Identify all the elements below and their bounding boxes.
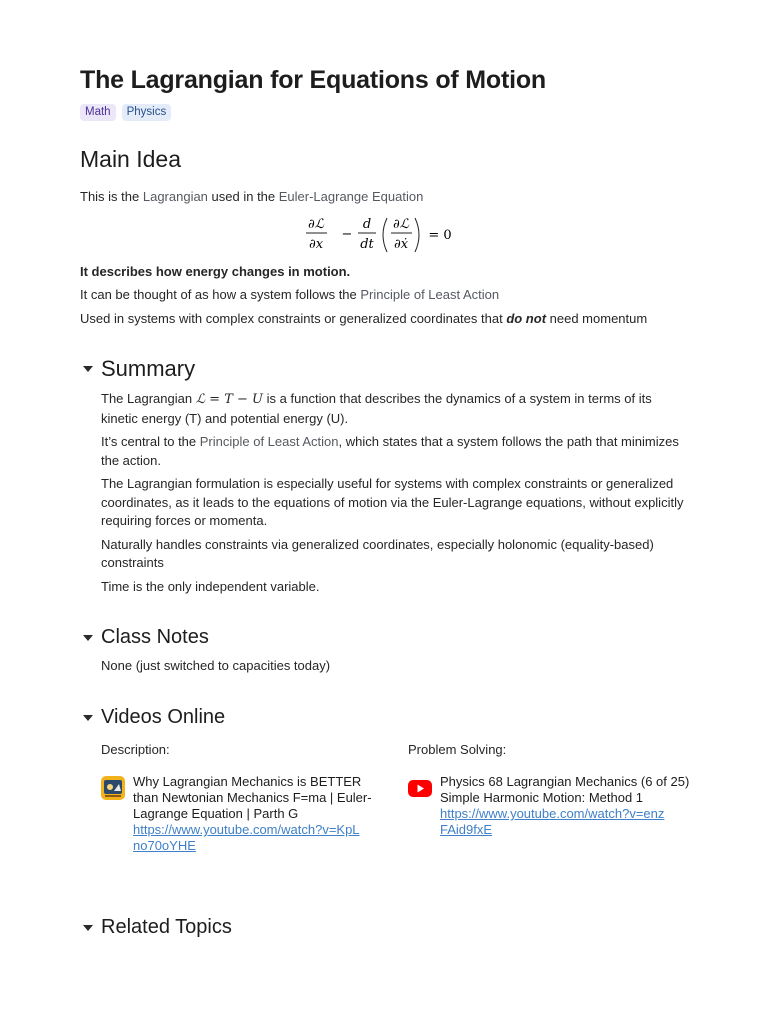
summary-p1-rest: is a function that describes the dynamics of a system in terms of its kinetic energy (T) and potential energy (U). [101, 391, 652, 426]
class-notes-toggle[interactable] [80, 626, 209, 649]
summary-paragraph-3: The Lagrangian formulation is especially useful for systems with complex constraints or generalized coordinates, as it leads to the equations of motion via the Euler-Lagrange equations, without explicitly requiring forces or momenta. [101, 476, 684, 528]
video-2-url[interactable] [440, 806, 693, 838]
lagrangian-formula: ℒ = T − U [195, 392, 263, 407]
video-card-2[interactable] [408, 774, 693, 838]
video-2-details [440, 774, 693, 838]
euler-lagrange-equation [300, 214, 470, 256]
class-notes-heading: Class Notes [101, 626, 209, 648]
svg-text:d: d [362, 217, 372, 232]
collapse-arrow-icon[interactable] [80, 630, 96, 646]
summary-p1-text: The Lagrangian [101, 391, 196, 406]
summary-paragraph-5: Time is the only independent variable. [101, 578, 320, 594]
class-notes-text: None (just switched to capacities today) [101, 658, 331, 673]
constraints-text-2: need momentum [546, 311, 648, 326]
euler-lagrange-link[interactable]: Euler-Lagrange Equation [278, 189, 424, 204]
least-action-text: It can be thought of as how a system follows the [80, 287, 361, 302]
summary-paragraph-2 [101, 433, 691, 470]
collapse-arrow-icon[interactable] [80, 361, 96, 377]
description-label: Description: [101, 742, 170, 757]
do-not-emphasis: do not [506, 311, 547, 326]
lagrangian-link[interactable]: Lagrangian [142, 189, 208, 204]
svg-text:−: − [341, 227, 353, 242]
youtube-icon [408, 776, 432, 800]
main-idea-heading: Main Idea [80, 146, 182, 172]
svg-text:dt: dt [360, 237, 374, 252]
summary-p2-text: It’s central to the [101, 434, 200, 449]
tag-math[interactable]: Math [80, 104, 116, 121]
intro-text-1: This is the [80, 189, 143, 204]
svg-text:∂ℒ: ∂ℒ [307, 217, 325, 232]
related-topics-toggle[interactable] [80, 916, 232, 939]
problem-solving-label: Problem Solving: [408, 742, 507, 757]
intro-line [80, 188, 423, 206]
principle-least-action-link-2[interactable]: Principle of Least Action [199, 434, 339, 449]
video-1-url-part-2[interactable]: no70oYHE [133, 838, 196, 853]
summary-p2-rest: , which states that a system follows the path that minimizes the action. [101, 434, 679, 468]
video-2-title[interactable]: Physics 68 Lagrangian Mechanics (6 of 25) Simple Harmonic Motion: Method 1 [440, 774, 690, 805]
channel-thumbnail-icon [101, 776, 125, 800]
videos-heading: Videos Online [101, 706, 226, 728]
constraints-line [80, 310, 647, 328]
svg-text:= 0: = 0 [428, 228, 452, 243]
constraints-text-1: Used in systems with complex constraints or generalized coordinates that [80, 311, 507, 326]
summary-body [101, 390, 691, 596]
video-card-1[interactable] [101, 774, 386, 854]
summary-paragraph-4: Naturally handles constraints via generalized coordinates, especially holonomic (equality-based) constraints [101, 536, 654, 570]
video-2-url-part-2[interactable]: FAid9fxE [440, 822, 493, 837]
video-1-details [133, 774, 386, 854]
video-1-url[interactable] [133, 822, 386, 854]
principle-least-action-link[interactable]: Principle of Least Action [360, 287, 500, 302]
summary-heading: Summary [101, 356, 196, 381]
energy-description: It describes how energy changes in motion. [80, 264, 351, 279]
collapse-arrow-icon[interactable] [80, 710, 96, 726]
least-action-line [80, 286, 499, 304]
intro-text-2: used in the [207, 189, 279, 204]
video-1-url-part-1[interactable]: https://www.youtube.com/watch?v=KpL [133, 822, 360, 837]
tag-list [80, 104, 171, 121]
page-title: The Lagrangian for Equations of Motion [80, 66, 546, 94]
videos-toggle[interactable] [80, 706, 225, 729]
collapse-arrow-icon[interactable] [80, 920, 96, 936]
svg-text:∂ẋ: ∂ẋ [393, 237, 409, 252]
svg-text:∂x: ∂x [308, 237, 324, 252]
svg-text:∂ℒ: ∂ℒ [392, 217, 410, 232]
summary-paragraph-1 [101, 390, 691, 428]
video-1-title[interactable]: Why Lagrangian Mechanics is BETTER than Newtonian Mechanics F=ma | Euler-Lagrange Equation | Parth G [133, 774, 372, 821]
related-topics-heading: Related Topics [101, 916, 232, 938]
video-2-url-part-1[interactable]: https://www.youtube.com/watch?v=enz [440, 806, 665, 821]
summary-toggle[interactable] [80, 356, 195, 382]
tag-physics[interactable]: Physics [122, 104, 172, 121]
